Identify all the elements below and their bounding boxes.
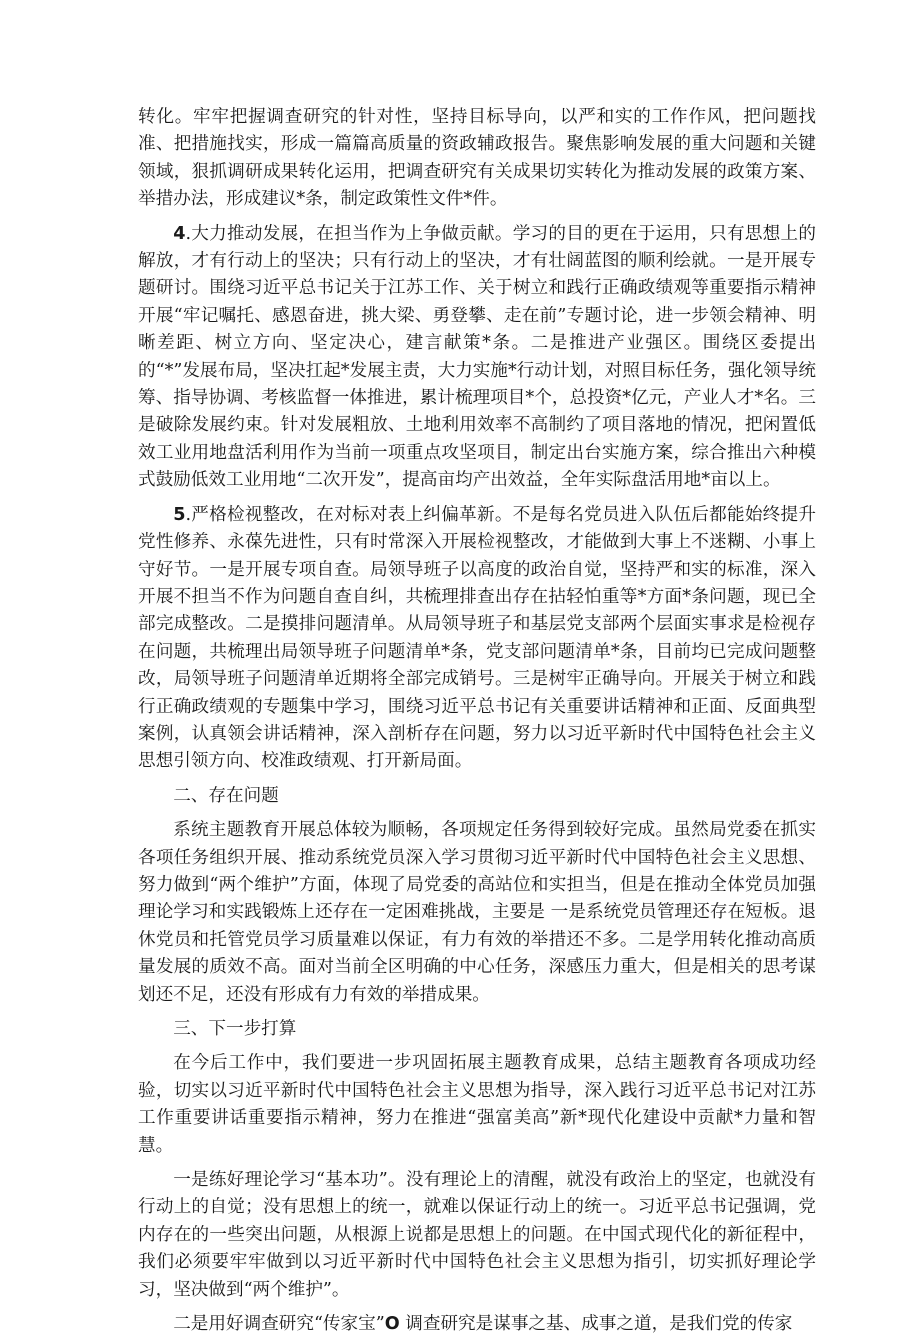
paragraph-item-5-rectification [138,502,816,776]
paragraph-research-tradition [138,1311,816,1338]
paragraph-problems-overview [138,817,816,1009]
section-heading-problems: 二、存在问题 [173,785,279,806]
paragraph-item-4-development [138,221,816,495]
paragraph-text: 在今后工作中，我们要进一步巩固拓展主题教育成果，总结主题教育各项成功经验，切实以习近平新时代中国特色社会主义思想为指导，深入践行习近平总书记对江苏工作重要讲话重要指示精神，努力在推进“强富美高”新*现代化建设中贡献*力量和智慧。 [138,1053,816,1156]
paragraph-text: .严格检视整改，在对标对表上纠偏革新。不是每名党员进入队伍后都能始终提升党性修养、永葆先进性，只有时常深入开展检视整改，才能做到大事上不迷糊、小事上守好节。一是开展专项自查。局领导班子以高度的政治自觉，坚持严和实的标准，深入开展不担当不作为问题自查自纠，共梳理排查出存在拈轻怕重等*方面*条问题，现已全部完成整改。二是摸排问题清单。从局领导班子和基层党支部两个层面实事求是检视存在问题，共梳理出局领导班子问题清单*条，党支部问题清单*条，目前均已完成问题整改，局领导班子问题清单近期将全部完成销号。三是树牢正确导向。开展关于树立和践行正确政绩观的专题集中学习，围绕习近平总书记有关重要讲话精神和正面、反面典型案例，认真领会讲话精神，深入剖析存在问题，努力以习近平新时代中国特色社会主义思想引领方向、校准政绩观、打开新局面。 [138,504,816,772]
paragraph-theory-study [138,1167,816,1304]
paragraph-next-steps-intro [138,1050,816,1160]
paragraph-text: 二是用好调查研究“传家宝” [173,1314,385,1335]
section-heading-next-steps: 三、下一步打算 [173,1019,297,1039]
inline-marker: O [384,1314,400,1335]
item-number: 5 [173,504,186,525]
paragraph-text: 转化。牢牢把握调查研究的针对性，坚持目标导向，以严和实的工作作风，把问题找准、把措施找实，形成一篇篇高质量的资政辅政报告。聚焦影响发展的重大问题和关键领域，狠抓调研成果转化运用，把调查研究有关成果切实转化为推动发展的政策方案、举措办法，形成建议*条，制定政策性文件*件。 [138,107,816,210]
paragraph-text: 一是练好理论学习“基本功”。没有理论上的清醒，就没有政治上的坚定，也就没有行动上的自觉；没有思想上的统一，就难以保证行动上的统一。习近平总书记强调，党内存在的一些突出问题，从根源上说都是思想上的问题。在中国式现代化的新征程中，我们必须要牢牢做到以习近平新时代中国特色社会主义思想为指引，切实抓好理论学习，坚决做到“两个维护”。 [138,1170,816,1300]
item-number: 4 [173,223,186,244]
paragraph-conversion-results [138,104,816,214]
paragraph-text: 系统主题教育开展总体较为顺畅，各项规定任务得到较好完成。虽然局党委在抓实各项任务组织开展、推动系统党员深入学习贯彻习近平新时代中国特色社会主义思想、努力做到“两个维护”方面，体现了局党委的高站位和实担当，但是在推动全体党员加强理论学习和实践锻炼上还存在一定困难挑战，主要是 一是系统党员管理还存在短板。退休党员和托管党员学习质量难以保证，有力有效的举措还不多。二是学用转化推动高质量发展的质效不高。面对当前全区明确的中心任务，深感压力重大，但是相关的思考谋划还不足，还没有形成有力有效的举措成果。 [138,820,816,1005]
paragraph-text: .大力推动发展，在担当作为上争做贡献。学习的目的更在于运用，只有思想上的解放，才有行动上的坚决；只有行动上的坚决，才有壮阔蓝图的顺利绘就。一是开展专题研讨。围绕习近平总书记关于江苏工作、关于树立和践行正确政绩观等重要指示精神开展“牢记嘱托、感恩奋进，挑大梁、勇登攀、走在前”专题讨论，进一步领会精神、明晰差距、树立方向、坚定决心，建言献策*条。二是推进产业强区。围绕区委提出的“*”发展布局，坚决扛起*发展主责，大力实施*行动计划，对照目标任务，强化领导统筹、指导协调、考核监督一体推进，累计梳理项目*个，总投资*亿元，产业人才*名。三是破除发展约束。针对发展粗放、土地利用效率不高制约了项目落地的情况，把闲置低效工业用地盘活利用作为当前一项重点攻坚项目，制定出台实施方案，综合推出六种模式鼓励低效工业用地“二次开发”，提高亩均产出效益，全年实际盘活用地*亩以上。 [138,223,816,491]
paragraph-text-continued: 调查研究是谋事之基、成事之道，是我们党的传家 [399,1314,793,1335]
